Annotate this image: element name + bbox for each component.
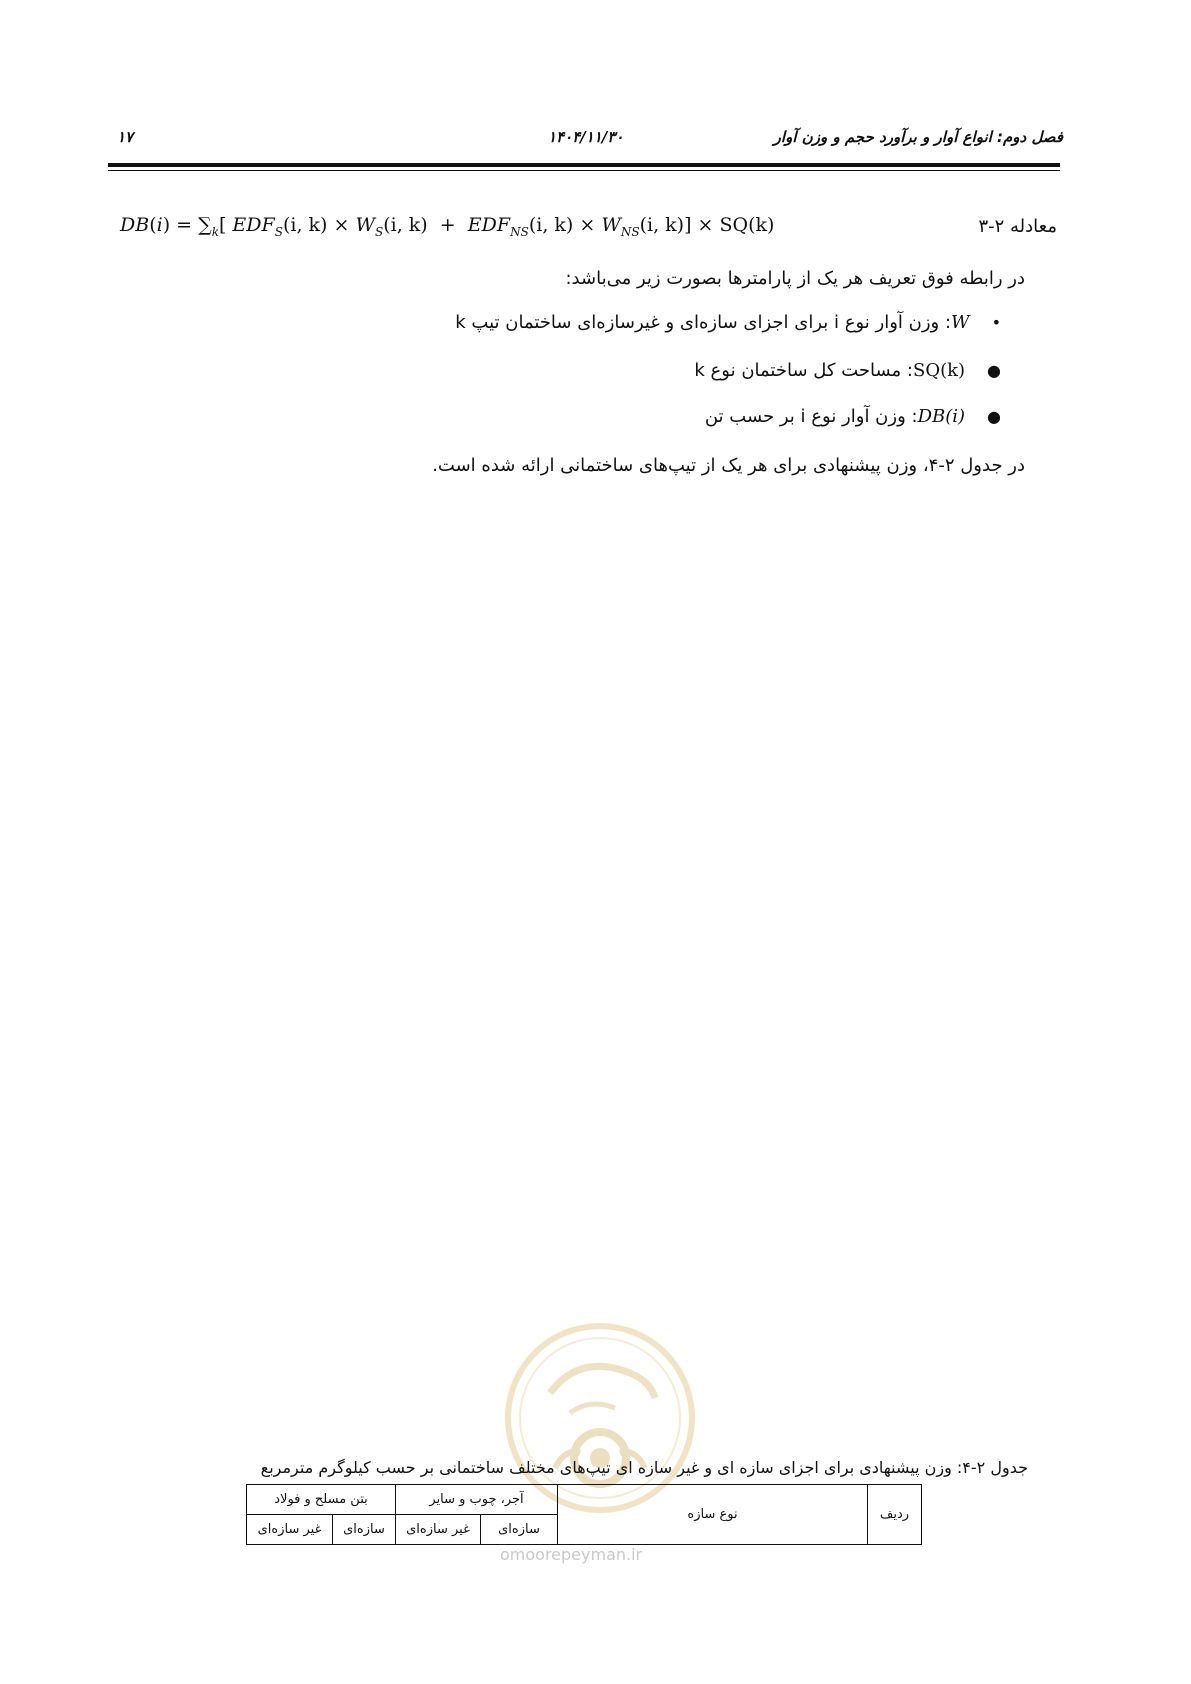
bullet-item-db xyxy=(705,406,1001,427)
equation-label: معادله ۲-۳ xyxy=(978,216,1057,237)
header-row-number: ردیف xyxy=(868,1485,922,1545)
watermark-url: omoorepeyman.ir xyxy=(500,1545,643,1564)
bullet-symbol: W xyxy=(951,312,970,333)
weights-table xyxy=(246,1484,922,1545)
subheader-non-structural: غیر سازه‌ای xyxy=(247,1515,333,1545)
bullet-text: : مساحت کل ساختمان نوع k xyxy=(694,360,913,381)
subheader-structural: سازه‌ای xyxy=(481,1515,558,1545)
bullet-text: : وزن آوار نوع i بر حسب تن xyxy=(704,406,918,427)
table-header-row xyxy=(247,1485,922,1515)
header-group-concrete-steel: بتن مسلح و فولاد xyxy=(247,1485,396,1515)
bullet-item-sq xyxy=(694,360,1001,381)
page-number: ۱۷ xyxy=(117,128,134,146)
bullet-dot-icon: ● xyxy=(987,407,1001,426)
running-header-date: ۱۴۰۴/۱۱/۳۰ xyxy=(548,128,624,146)
header-structure-type: نوع سازه xyxy=(558,1485,868,1545)
table-reference-paragraph: در جدول ۲-۴، وزن پیشنهادی برای هر یک از تیپ‌های ساختمانی ارائه شده است. xyxy=(432,455,1025,476)
subheader-structural: سازه‌ای xyxy=(333,1515,396,1545)
bullet-text: : وزن آوار نوع i برای اجزای سازه‌ای و غیرسازه‌ای ساختمان تیپ k xyxy=(455,312,952,333)
running-header-chapter: فصل دوم: انواع آوار و برآورد حجم و وزن آوار xyxy=(773,128,1063,146)
bullet-dot-icon: ● xyxy=(987,361,1001,380)
subheader-non-structural: غیر سازه‌ای xyxy=(396,1515,481,1545)
bullet-symbol: DB(i) xyxy=(917,406,966,427)
bullet-dot-icon: • xyxy=(991,313,1001,332)
header-rule-thin xyxy=(108,170,1060,171)
bullet-symbol: SQ(k) xyxy=(912,360,966,381)
equation-formula: $DB(i) = \sum_k$[ $EDF_S(i$, $k) \times W_S(i$, $k) + EDF_{NS}(i$, $k) \times W_{NS}(i$, k)] × SQ(k) xyxy=(120,214,775,239)
table-caption: جدول ۲-۴: وزن پیشنهادی برای اجزای سازه ای و غیر سازه ای تیپ‌های مختلف ساختمانی بر حسب کیلوگرم مترمربع xyxy=(260,1458,1028,1477)
intro-paragraph: در رابطه فوق تعریف هر یک از پارامترها بصورت زیر می‌باشد: xyxy=(565,268,1025,289)
header-group-brick-wood: آجر، چوب و سایر xyxy=(396,1485,558,1515)
bullet-item-w xyxy=(455,312,1001,333)
header-rule-thick xyxy=(108,163,1060,167)
